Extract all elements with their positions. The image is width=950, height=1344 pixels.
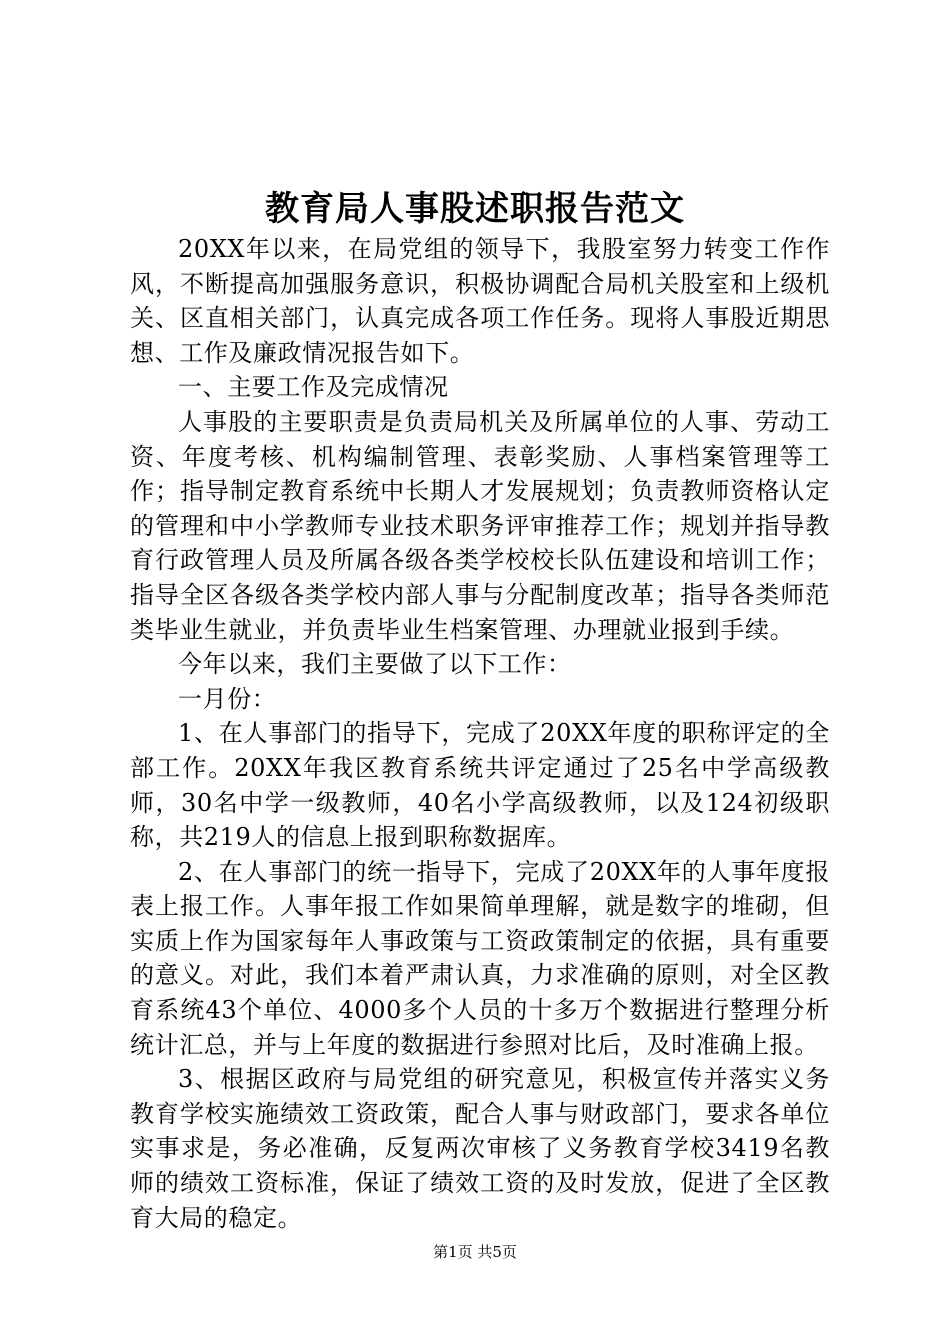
section-heading-main-work: 一、主要工作及完成情况 (178, 373, 449, 402)
paragraph-duties: 人事股的主要职责是负责局机关及所属单位的人事、劳动工资、年度考核、机构编制管理、表彰奖励、人事档案管理等工作；指导制定教育系统中长期人才发展规划；负责教师资格认定的管理和中小学教师专业技术职务评审推荐工作；规划并指导教育行政管理人员及所属各级各类学校校长队伍建设和培训工作；指导全区各级各类学校内部人事与分配制度改革；指导各类师范类毕业生就业，并负责毕业生档案管理、办理就业报到手续。 (130, 407, 830, 644)
document-body (130, 232, 830, 1235)
paragraph-item-1: 1、在人事部门的指导下，完成了20XX年度的职称评定的全部工作。20XX年我区教育系统共评定通过了25名中学高级教师，30名中学一级教师，40名小学高级教师，以及124初级职称，共219人的信息上报到职称数据库。 (130, 719, 830, 852)
paragraph-intro: 20XX年以来，在局党组的领导下，我股室努力转变工作作风，不断提高加强服务意识，积极协调配合局机关股室和上级机关、区直相关部门，认真完成各项工作任务。现将人事股近期思想、工作及廉政情况报告如下。 (130, 235, 830, 367)
document-title: 教育局人事股述职报告范文 (265, 189, 685, 229)
paragraph-item-2: 2、在人事部门的统一指导下，完成了20XX年的人事年度报表上报工作。人事年报工作如果简单理解，就是数字的堆砌，但实质上作为国家每年人事政策与工资政策制定的依据，具有重要的意义。对此，我们本着严肃认真，力求准确的原则，对全区教育系统43个单位、4000多个人员的十多万个数据进行整理分析统计汇总，并与上年度的数据进行参照对比后，及时准确上报。 (130, 857, 830, 1059)
paragraph-month-january: 一月份： (178, 684, 277, 713)
paragraph-work-intro: 今年以来，我们主要做了以下工作： (178, 650, 572, 679)
paragraph-item-3: 3、根据区政府与局党组的研究意见，积极宣传并落实义务教育学校实施绩效工资政策，配合人事与财政部门，要求各单位实事求是，务必准确，反复两次审核了义务教育学校3419名教师的绩效工资标准，保证了绩效工资的及时发放，促进了全区教育大局的稳定。 (130, 1065, 830, 1232)
page-footer: 第1页 共5页 (433, 1243, 517, 1261)
